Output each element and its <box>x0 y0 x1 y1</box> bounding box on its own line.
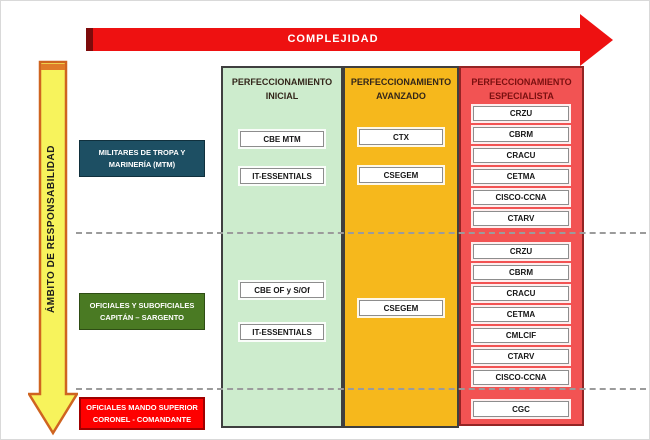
row-label-line1: MILITARES DE TROPA Y <box>98 148 186 158</box>
column-title-line1: PERFECCIONAMIENTO <box>231 77 333 87</box>
column-perfeccionamiento-inicial <box>221 66 343 428</box>
course-box-crzu: CRZU <box>473 244 569 259</box>
course-box-ctarv: CTARV <box>473 211 569 226</box>
row-label-line1: OFICIALES Y SUBOFICIALES <box>89 301 195 311</box>
row-label-line2: MARINERÍA (MTM) <box>108 159 176 169</box>
row-label-oficiales-suboficiales <box>79 293 205 330</box>
column-title <box>461 76 582 104</box>
column-title-line1: PERFECCIONAMIENTO <box>471 77 572 87</box>
row-label-line1: OFICIALES MANDO SUPERIOR <box>86 403 198 413</box>
course-box-cisco-ccna: CISCO-CCNA <box>473 190 569 205</box>
course-box-cgc: CGC <box>473 401 569 417</box>
course-box-csegem: CSEGEM <box>359 300 443 316</box>
complexity-arrow-label: COMPLEJIDAD <box>287 33 379 45</box>
column-title-line1: PERFECCIONAMIENTO <box>350 77 452 87</box>
course-box-cetma: CETMA <box>473 307 569 322</box>
course-box-cmlcif: CMLCIF <box>473 328 569 343</box>
row-separator-dashed-line <box>76 232 646 234</box>
column-title-line2: INICIAL <box>265 90 299 101</box>
row-label-line2: CAPITÁN – SARGENTO <box>99 312 185 322</box>
course-box-crzu: CRZU <box>473 106 569 121</box>
course-box-it-essentials: IT-ESSENTIALS <box>240 168 324 184</box>
column-title <box>345 76 457 104</box>
course-box-csegem: CSEGEM <box>359 167 443 183</box>
course-box-cracu: CRACU <box>473 148 569 163</box>
course-box-cbe-of-sof: CBE OF y S/Of <box>240 282 324 298</box>
responsibility-arrow-label: ÁMBITO DE RESPONSABILIDAD <box>46 145 57 313</box>
row-label-mando-superior <box>79 397 205 430</box>
course-box-cetma: CETMA <box>473 169 569 184</box>
course-box-cisco-ccna: CISCO-CCNA <box>473 370 569 385</box>
course-box-cracu: CRACU <box>473 286 569 301</box>
row-separator-dashed-line <box>76 388 646 390</box>
complexity-arrow-head-icon <box>580 14 613 66</box>
course-box-cbe-mtm: CBE MTM <box>240 131 324 147</box>
row-label-line2: CORONEL - COMANDANTE <box>92 414 192 424</box>
row-label-mtm <box>79 140 205 177</box>
course-box-ctx: CTX <box>359 129 443 145</box>
column-title-line2: ESPECIALISTA <box>489 90 554 101</box>
course-box-ctarv: CTARV <box>473 349 569 364</box>
course-box-it-essentials: IT-ESSENTIALS <box>240 324 324 340</box>
column-perfeccionamiento-avanzado <box>343 66 459 428</box>
course-box-cbrm: CBRM <box>473 265 569 280</box>
column-title <box>223 76 341 104</box>
course-box-cbrm: CBRM <box>473 127 569 142</box>
column-title-line2: AVANZADO <box>376 90 426 101</box>
